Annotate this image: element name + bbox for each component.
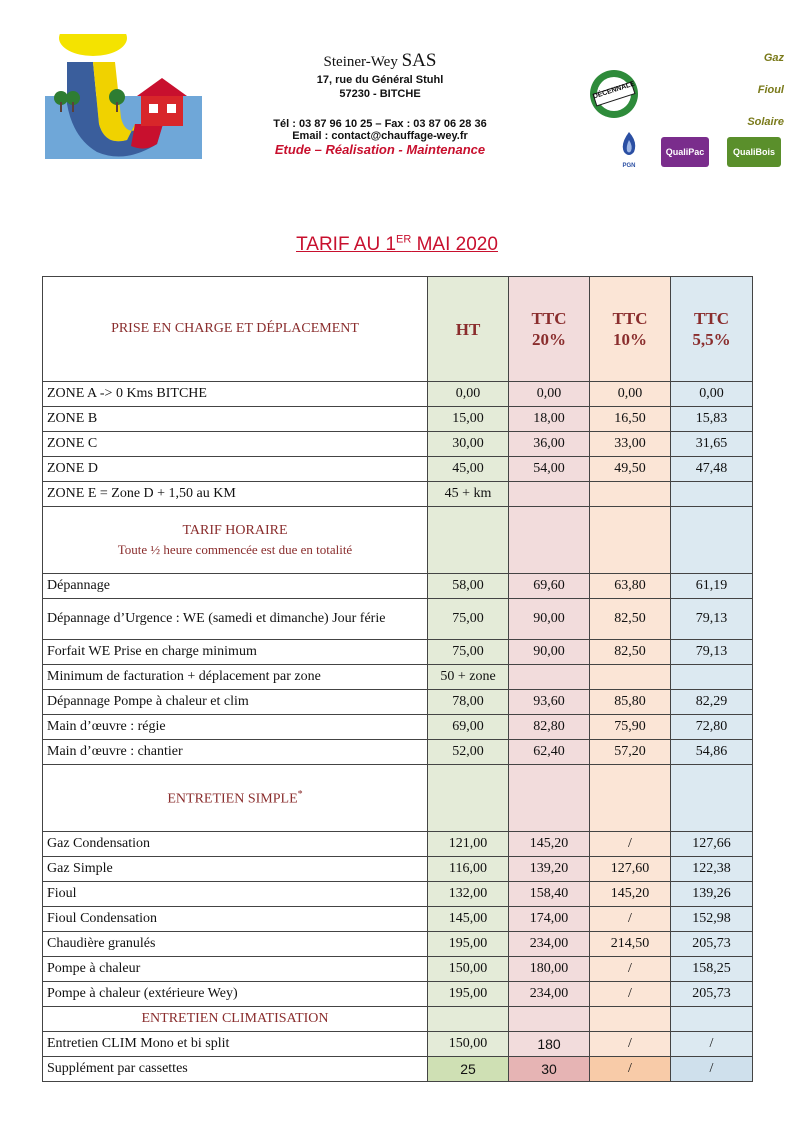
horaire-ht: 69,00: [428, 715, 509, 740]
header-ttc55: [671, 277, 753, 382]
horaire-ht: 50 + zone: [428, 665, 509, 690]
zone-ht: 45 + km: [428, 482, 509, 507]
horaire-ttc20: [509, 665, 590, 690]
entretien-ttc10: 145,20: [590, 882, 671, 907]
entretien-ttc20: 158,40: [509, 882, 590, 907]
horaire-ttc10: 75,90: [590, 715, 671, 740]
header-ht-text: HT: [455, 319, 481, 339]
energy-gaz: Gaz: [763, 52, 784, 64]
company-name-suffix: SAS: [401, 50, 437, 71]
section-clim: [43, 1007, 753, 1032]
company-email: Email : contact@chauffage-wey.fr: [292, 130, 468, 142]
table-row: [43, 457, 753, 482]
entretien-ttc20: 139,20: [509, 857, 590, 882]
zone-ht: 15,00: [428, 407, 509, 432]
zone-ttc10: 33,00: [590, 432, 671, 457]
entretien-ttc55: 205,73: [671, 932, 753, 957]
company-name-text: Steiner-Wey: [323, 54, 398, 70]
entretien-ttc55: 122,38: [671, 857, 753, 882]
table-row: [43, 957, 753, 982]
table-row: [43, 982, 753, 1007]
section-entretien-title: [43, 765, 428, 832]
table-row: [43, 665, 753, 690]
zone-ht: 30,00: [428, 432, 509, 457]
entretien-ttc20: 234,00: [509, 982, 590, 1007]
header-ttc55-a: TTC: [694, 309, 729, 328]
horaire-ttc10: 82,50: [590, 599, 671, 640]
page-title: [0, 234, 794, 256]
horaire-ttc10: 82,50: [590, 640, 671, 665]
horaire-ht: 75,00: [428, 599, 509, 640]
entretien-ttc10: 214,50: [590, 932, 671, 957]
entretien-ttc10: /: [590, 907, 671, 932]
table-row: [43, 382, 753, 407]
entretien-ttc10: /: [590, 957, 671, 982]
entretien-ht: 195,00: [428, 932, 509, 957]
section-entretien-t55-empty: [671, 765, 753, 832]
clim-ttc10: /: [590, 1032, 671, 1057]
zone-label: ZONE A -> 0 Kms BITCHE: [43, 382, 428, 407]
table-row: [43, 640, 753, 665]
company-address: 17, rue du Général Stuhl: [316, 74, 444, 86]
page-title-text: [296, 234, 498, 255]
title-prefix: TARIF AU 1: [296, 234, 397, 256]
energy-list: [747, 52, 784, 148]
company-city: 57230 - BITCHE: [339, 88, 421, 100]
horaire-ttc10: [590, 665, 671, 690]
section-entretien-t10-empty: [590, 765, 671, 832]
zone-label: ZONE D: [43, 457, 428, 482]
zone-ttc10: 0,00: [590, 382, 671, 407]
entretien-ttc10: /: [590, 832, 671, 857]
title-suffix: MAI 2020: [411, 234, 498, 256]
horaire-label: Dépannage d’Urgence : WE (samedi et dimanche) Jour férie: [43, 599, 428, 640]
table-row: [43, 599, 753, 640]
section-horaire-title: [43, 507, 428, 574]
entretien-ht: 116,00: [428, 857, 509, 882]
pgn-badge: [614, 130, 644, 168]
horaire-label: Main d’œuvre : chantier: [43, 740, 428, 765]
entretien-ttc55: 139,26: [671, 882, 753, 907]
clim-title: ENTRETIEN CLIMATISATION: [141, 1011, 329, 1026]
header-ttc55-b: 5,5%: [692, 330, 731, 349]
clim-label: Supplément par cassettes: [43, 1057, 428, 1082]
entretien-ttc55: 158,25: [671, 957, 753, 982]
entretien-ttc55: 127,66: [671, 832, 753, 857]
horaire-ttc55: [671, 665, 753, 690]
section-clim-ht-empty: [428, 1007, 509, 1032]
zone-label: ZONE C: [43, 432, 428, 457]
clim-ttc20: 30: [509, 1057, 590, 1082]
tarif-table-body: [43, 277, 753, 1082]
horaire-ttc10: 63,80: [590, 574, 671, 599]
entretien-label: Chaudière granulés: [43, 932, 428, 957]
entretien-label: Gaz Simple: [43, 857, 428, 882]
horaire-label: Dépannage: [43, 574, 428, 599]
clim-ttc55: /: [671, 1057, 753, 1082]
entretien-label: Fioul: [43, 882, 428, 907]
header-ttc20: [509, 277, 590, 382]
entretien-ttc20: 234,00: [509, 932, 590, 957]
clim-ht: 25: [428, 1057, 509, 1082]
qualipac-badge: [661, 137, 709, 167]
company-phone-fax: Tél : 03 87 96 10 25 – Fax : 03 87 06 28 36: [273, 118, 487, 130]
horaire-ht: 58,00: [428, 574, 509, 599]
entretien-ht: 145,00: [428, 907, 509, 932]
section-entretien-t20-empty: [509, 765, 590, 832]
zone-ttc10: 16,50: [590, 407, 671, 432]
entretien-ttc20: 145,20: [509, 832, 590, 857]
table-row: [43, 482, 753, 507]
section-clim-t20-empty: [509, 1007, 590, 1032]
company-logo: [45, 34, 202, 159]
table-row: [43, 432, 753, 457]
zone-ttc20: [509, 482, 590, 507]
entretien-ttc10: /: [590, 982, 671, 1007]
energy-solaire: Solaire: [747, 116, 784, 128]
header-ht: [428, 277, 509, 382]
zone-ttc55: 15,83: [671, 407, 753, 432]
energy-fioul: Fioul: [757, 84, 784, 96]
clim-ttc20: 180: [509, 1032, 590, 1057]
zone-ttc20: 18,00: [509, 407, 590, 432]
table-row: [43, 715, 753, 740]
horaire-subtitle: Toute ½ heure commencée est due en totalité: [117, 541, 353, 557]
entretien-label: Pompe à chaleur: [43, 957, 428, 982]
horaire-title: TARIF HORAIRE: [182, 522, 288, 538]
horaire-ttc55: 82,29: [671, 690, 753, 715]
horaire-label: Dépannage Pompe à chaleur et clim: [43, 690, 428, 715]
table-row: [43, 907, 753, 932]
table-row: [43, 832, 753, 857]
entretien-ht: 132,00: [428, 882, 509, 907]
horaire-ttc20: 82,80: [509, 715, 590, 740]
zone-ttc10: [590, 482, 671, 507]
zone-ht: 0,00: [428, 382, 509, 407]
table-row: [43, 882, 753, 907]
decennale-badge-label: DÉCENNALE: [592, 80, 636, 101]
qualibois-badge-label: QualiBois: [732, 147, 775, 157]
entretien-star: *: [297, 788, 303, 800]
zone-ht: 45,00: [428, 457, 509, 482]
zone-ttc20: 54,00: [509, 457, 590, 482]
horaire-ttc55: 61,19: [671, 574, 753, 599]
header-ttc10-a: TTC: [612, 309, 648, 328]
horaire-ttc20: 90,00: [509, 640, 590, 665]
entretien-ht: 195,00: [428, 982, 509, 1007]
clim-ht: 150,00: [428, 1032, 509, 1057]
table-row: [43, 857, 753, 882]
company-tagline: Etude – Réalisation - Maintenance: [274, 142, 486, 157]
pgn-badge-label: PGN: [622, 163, 636, 169]
clim-ttc55: /: [671, 1032, 753, 1057]
horaire-ht: 78,00: [428, 690, 509, 715]
zone-ttc20: 36,00: [509, 432, 590, 457]
zone-label: ZONE E = Zone D + 1,50 au KM: [43, 482, 428, 507]
company-info: [220, 50, 540, 157]
section-entretien-ht-empty: [428, 765, 509, 832]
section-clim-title: [43, 1007, 428, 1032]
horaire-ttc20: 62,40: [509, 740, 590, 765]
flame-icon: [614, 130, 644, 158]
header-ttc20-a: TTC: [531, 309, 567, 328]
horaire-ttc20: 69,60: [509, 574, 590, 599]
header-ttc10: [590, 277, 671, 382]
decennale-badge: [588, 68, 640, 120]
section-horaire-ht-empty: [428, 507, 509, 574]
table-header-row: [43, 277, 753, 382]
section-horaire-t10-empty: [590, 507, 671, 574]
horaire-ttc20: 93,60: [509, 690, 590, 715]
section-horaire: [43, 507, 753, 574]
entretien-ttc10: 127,60: [590, 857, 671, 882]
section-clim-t55-empty: [671, 1007, 753, 1032]
company-name: [220, 50, 540, 72]
entretien-title: ENTRETIEN SIMPLE: [167, 791, 298, 807]
entretien-label: Pompe à chaleur (extérieure Wey): [43, 982, 428, 1007]
tarif-table: [42, 276, 753, 1082]
entretien-ttc20: 180,00: [509, 957, 590, 982]
section-horaire-t20-empty: [509, 507, 590, 574]
zone-ttc55: [671, 482, 753, 507]
entretien-label: Gaz Condensation: [43, 832, 428, 857]
table-row: [43, 1057, 753, 1082]
table-row: [43, 932, 753, 957]
zone-ttc20: 0,00: [509, 382, 590, 407]
horaire-ttc55: 79,13: [671, 640, 753, 665]
table-row: [43, 407, 753, 432]
section-entretien: [43, 765, 753, 832]
table-row: [43, 740, 753, 765]
entretien-ttc55: 205,73: [671, 982, 753, 1007]
header-ttc10-b: 10%: [613, 330, 647, 349]
horaire-ht: 75,00: [428, 640, 509, 665]
horaire-ttc20: 90,00: [509, 599, 590, 640]
header-label: PRISE EN CHARGE ET DÉPLACEMENT: [43, 277, 428, 382]
entretien-ttc20: 174,00: [509, 907, 590, 932]
entretien-ht: 150,00: [428, 957, 509, 982]
entretien-ttc55: 152,98: [671, 907, 753, 932]
section-clim-t10-empty: [590, 1007, 671, 1032]
qualipac-badge-label: QualiPac: [665, 147, 705, 157]
entretien-label: Fioul Condensation: [43, 907, 428, 932]
zone-label: ZONE B: [43, 407, 428, 432]
zone-ttc55: 31,65: [671, 432, 753, 457]
horaire-ttc55: 72,80: [671, 715, 753, 740]
horaire-ttc10: 57,20: [590, 740, 671, 765]
table-row: [43, 690, 753, 715]
entretien-ht: 121,00: [428, 832, 509, 857]
horaire-label: Minimum de facturation + déplacement par zone: [43, 665, 428, 690]
table-row: [43, 574, 753, 599]
clim-label: Entretien CLIM Mono et bi split: [43, 1032, 428, 1057]
horaire-ht: 52,00: [428, 740, 509, 765]
zone-ttc55: 0,00: [671, 382, 753, 407]
horaire-label: Forfait WE Prise en charge minimum: [43, 640, 428, 665]
horaire-ttc55: 54,86: [671, 740, 753, 765]
horaire-ttc55: 79,13: [671, 599, 753, 640]
clim-ttc10: /: [590, 1057, 671, 1082]
title-sup: ER: [396, 234, 412, 246]
header-ttc20-b: 20%: [532, 330, 566, 349]
horaire-ttc10: 85,80: [590, 690, 671, 715]
zone-ttc55: 47,48: [671, 457, 753, 482]
horaire-label: Main d’œuvre : régie: [43, 715, 428, 740]
table-row: [43, 1032, 753, 1057]
section-horaire-t55-empty: [671, 507, 753, 574]
zone-ttc10: 49,50: [590, 457, 671, 482]
